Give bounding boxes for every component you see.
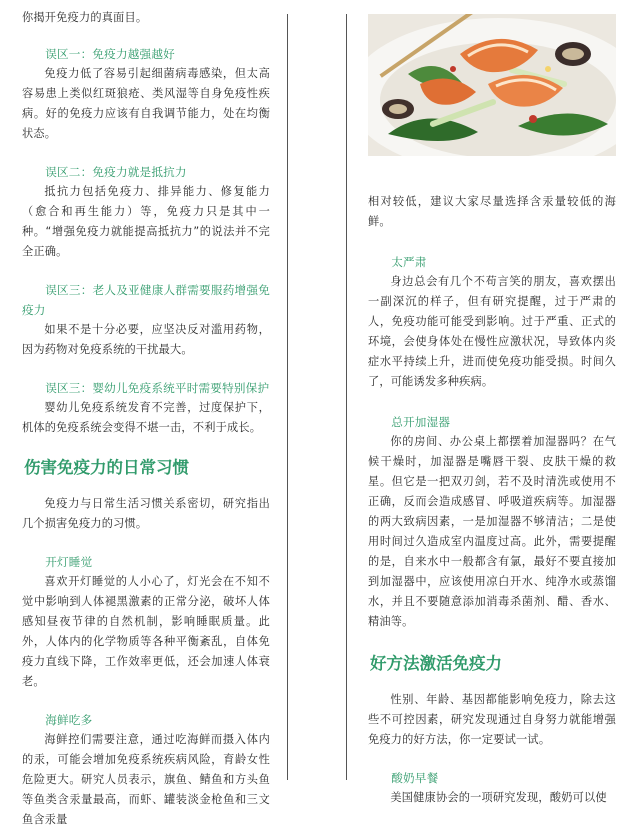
seafood-dish-photo — [368, 14, 616, 156]
column-divider-left — [287, 14, 288, 780]
habit-serious-body: 身边总会有几个不苟言笑的朋友，喜欢摆出一副深沉的样子，但有研究提醒，过于严肃的人，免疫功能可能受到影响。过于严重、正式的环境，会使身体处在慢性应激状况，导致体内炎症水平持续上升，进而使免疫功能受损。时间久了，可能诱发多种疾病。 — [368, 275, 616, 388]
myth-3-title: 误区三：老人及亚健康人群需要服药增强免疫力 — [22, 283, 270, 317]
myth-1-title: 误区一：免疫力越强越好 — [45, 47, 175, 61]
myth-4-body: 婴幼儿免疫系统发育不完善，过度保护下，机体的免疫系统会变得不堪一击，不利于成长。 — [22, 401, 270, 434]
right-column — [368, 192, 616, 808]
habit-seafood-body: 海鲜控们需要注意，通过吃海鲜而摄入体内的汞，可能会增加免疫系统疾病风险，育龄女性危险更大。研究人员表示，旗鱼、鲭鱼和方头鱼等鱼类含汞量最高，而虾、罐装淡金枪鱼和三文鱼含汞量 — [22, 733, 270, 826]
habit-serious-title: 太严肃 — [391, 255, 427, 269]
habit-seafood-title: 海鲜吃多 — [45, 713, 93, 727]
column-divider-right — [346, 14, 347, 780]
habit-humidifier-title: 总开加湿器 — [391, 415, 451, 429]
seafood-continued: 相对较低，建议大家尽量选择含汞量较低的海鲜。 — [368, 195, 616, 228]
habit-humidifier-body: 你的房间、办公桌上都摆着加湿器吗？在气候干燥时，加湿器是嘴唇干裂、皮肤干燥的救星。但它是一把双刃剑，若不及时清洗或使用不正确，反而会造成感冒、呼吸道疾病等。加湿器的两大致病因素，一是加湿器不够清洁；二是使用时间过久造成室内温度过高。此外，需要提醒的是，自来水中一般都含有氯，最好不要直接加到加湿器中，应该使用凉白开水、纯净水或蒸馏水，并且不要随意添加消毒杀菌剂、醋、香水、精油等。 — [368, 435, 616, 628]
harmful-habits-intro: 免疫力与日常生活习惯关系密切，研究指出几个损害免疫力的习惯。 — [22, 497, 270, 530]
intro-tail: 你揭开免疫力的真面目。 — [22, 11, 148, 24]
habit-light-body: 喜欢开灯睡觉的人小心了，灯光会在不知不觉中影响到人体褪黑激素的正常分泌，破坏人体感知昼夜节律的自然机制，影响睡眠质量。此外，人体内的化学物质等各种平衡紊乱，自体免疫力直线下降，工作效率更低，还会加速人体衰老。 — [22, 575, 270, 688]
myth-1-body: 免疫力低了容易引起细菌病毒感染，但太高容易患上类似红斑狼疮、类风湿等自身免疫性疾病。好的免疫力应该有自我调节能力，处在均衡状态。 — [22, 67, 270, 140]
section-title-boost-immunity: 好方法激活免疫力 — [370, 654, 502, 673]
left-column — [22, 0, 270, 830]
seafood-dish-illustration — [368, 14, 616, 156]
habit-light-title: 开灯睡觉 — [45, 555, 93, 569]
tip-yogurt-body: 美国健康协会的一项研究发现，酸奶可以使 — [390, 791, 607, 804]
tip-yogurt-title: 酸奶早餐 — [391, 771, 439, 785]
myth-4-title: 误区三：婴幼儿免疫系统平时需要特别保护 — [45, 381, 270, 395]
section-title-harmful-habits: 伤害免疫力的日常习惯 — [24, 458, 189, 477]
myth-2-body: 抵抗力包括免疫力、排异能力、修复能力（愈合和再生能力）等，免疫力只是其中一种。“增强免疫力就能提高抵抗力”的说法并不完全正确。 — [22, 185, 270, 258]
boost-immunity-intro: 性别、年龄、基因都能影响免疫力，除去这些不可控因素，研究发现通过自身努力就能增强免疫力的好方法，你一定要试一试。 — [368, 693, 616, 746]
myth-3-body: 如果不是十分必要，应坚决反对滥用药物，因为药物对免疫系统的干扰最大。 — [22, 323, 270, 356]
myth-2-title: 误区二：免疫力就是抵抗力 — [45, 165, 187, 179]
